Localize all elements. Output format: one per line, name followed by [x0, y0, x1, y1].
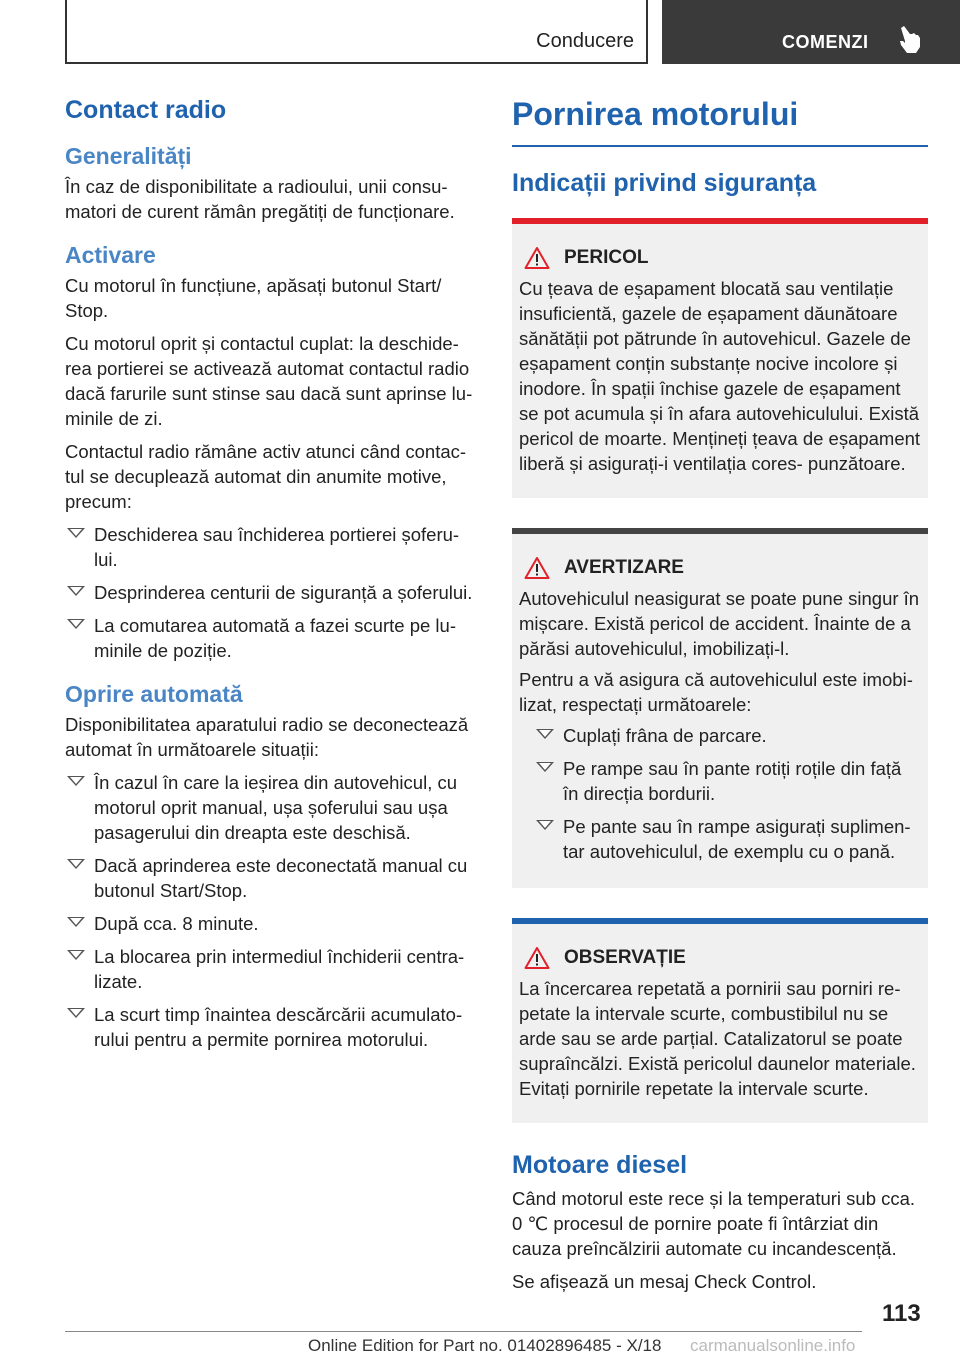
activare-text-3: Contactul radio rămâne activ atunci când contac‐ tul se decuplează automat din anumite motive, precum:: [65, 441, 467, 512]
list-item: În cazul în care la ieșirea din autovehicul, cu motorul oprit manual, ușa șoferului sau ușa pasagerului din dreapta este deschisă.: [65, 770, 480, 845]
activare-text-1: Cu motorul în funcțiune, apăsați butonul Start/ Stop.: [65, 275, 442, 321]
footer-edition: Online Edition for Part no. 01402896485 - X/18: [308, 1336, 662, 1355]
list-item: Desprinderea centurii de siguranță a șoferului.: [65, 580, 480, 605]
diesel-text-2: Se afișează un mesaj Check Control.: [512, 1271, 817, 1292]
list-item: La blocarea prin intermediul închiderii centra‐ lizate.: [65, 944, 480, 994]
notice-box: [512, 918, 928, 1123]
bullet-arrow-icon: [67, 776, 85, 786]
oprire-automata-heading: Oprire automată: [65, 681, 243, 707]
page-number: 113: [882, 1300, 921, 1327]
header-section-box: [65, 0, 648, 64]
bullet-arrow-icon: [67, 950, 85, 960]
activare-heading: Activare: [65, 242, 156, 268]
warning-text-2: Pentru a vă asigura că autovehiculul este imobi‐ lizat, respectați următoarele:: [519, 669, 913, 715]
bullet-arrow-icon: [67, 586, 85, 596]
warning-triangle-icon: [524, 246, 550, 270]
bullet-arrow-icon: [67, 917, 85, 927]
bullet-arrow-icon: [67, 528, 85, 538]
bullet-arrow-icon: [536, 729, 554, 739]
warning-triangle-icon: [524, 946, 550, 970]
oprire-automata-text: Disponibilitatea aparatului radio se deconectează automat în următoarele situații:: [65, 714, 469, 760]
danger-text: Cu țeava de eșapament blocată sau ventilație insuficientă, gazele de eșapament dăunătoare sănătății pot pătrunde în autovehicul. Gazele de eșapament conțin substanțe nocive incolore și inodore. În spații închise gazele de eșapament se pot acumula și în afara autovehiculului. Există pericol de moarte. Mențineți țeava de eșapament liberă și asigurați-i ventilația cores‐ punzătoare.: [519, 278, 921, 474]
bullet-arrow-icon: [67, 619, 85, 629]
pointing-hand-icon: [895, 25, 925, 55]
list-item: Pe pante sau în rampe asigurați suplimen‐ tar autovehiculul, de exemplu cu o pană.: [534, 814, 921, 864]
pornirea-motorului-title: Pornirea motorului: [512, 96, 928, 147]
list-item: Dacă aprinderea este deconectată manual cu butonul Start/Stop.: [65, 853, 480, 903]
comenzi-button[interactable]: [662, 0, 960, 64]
list-item: Deschiderea sau închiderea portierei șoferu‐ lui.: [65, 522, 480, 572]
list-item: După cca. 8 minute.: [65, 911, 480, 936]
left-column: [65, 96, 480, 1060]
list-item: Pe rampe sau în pante rotiți roțile din față în direcția bordurii.: [534, 756, 921, 806]
indicatii-siguranta-heading: Indicații privind siguranța: [512, 169, 817, 197]
activare-text-2: Cu motorul oprit și contactul cuplat: la deschide‐ rea portierei se activează automat contactul radio dacă farurile sunt stinse sau dacă sunt aprinse lu‐ minile de zi.: [65, 333, 473, 429]
list-item: La comutarea automată a fazei scurte pe lu‐ minile de poziție.: [65, 613, 480, 663]
bullet-arrow-icon: [536, 762, 554, 772]
danger-label: PERICOL: [564, 247, 649, 268]
warning-triangle-icon: [524, 556, 550, 580]
comenzi-button-label: COMENZI: [782, 32, 869, 52]
danger-box: [512, 218, 928, 498]
bullet-arrow-icon: [67, 1008, 85, 1018]
motoare-diesel-heading: Motoare diesel: [512, 1151, 688, 1179]
warning-text-1: Autovehiculul neasigurat se poate pune singur în mișcare. Există pericol de accident. Înainte de a părăsi autovehiculul, imobilizați-l.: [519, 588, 920, 659]
right-column: [512, 96, 928, 1302]
footer-watermark: carmanualsonline.info: [690, 1336, 856, 1355]
list-item: La scurt timp înaintea descărcării acumulato‐ rului pentru a permite pornirea motorului.: [65, 1002, 480, 1052]
contact-radio-title: Contact radio: [65, 96, 227, 124]
notice-text: La încercarea repetată a pornirii sau porniri re‐ petate la intervale scurte, combustibilul nu se arde sau se arde parțial. Catalizatorul se poate supraîncălzi. Există pericolul daunelor materiale. Evitați pornirile repetate la intervale scurte.: [519, 978, 916, 1099]
activare-list: [65, 522, 480, 663]
notice-label: OBSERVAȚIE: [564, 947, 686, 968]
generalitati-heading: Generalități: [65, 143, 192, 169]
list-item: Cuplați frâna de parcare.: [534, 723, 921, 748]
bullet-arrow-icon: [536, 820, 554, 830]
diesel-text-1: Când motorul este rece și la temperaturi sub cca. 0 ℃ procesul de pornire poate fi întârziat din cauza preîncălzirii automate cu incandescență.: [512, 1188, 916, 1259]
footer-divider: [65, 1331, 862, 1332]
generalitati-text: În caz de disponibilitate a radioului, unii consu‐ matori de curent rămân pregătiți de funcționare.: [65, 176, 455, 222]
oprire-automata-list: [65, 770, 480, 1052]
warning-box: [512, 528, 928, 888]
section-title: Conducere: [536, 30, 634, 52]
warning-list: [534, 723, 921, 864]
bullet-arrow-icon: [67, 859, 85, 869]
warning-label: AVERTIZARE: [564, 557, 684, 578]
